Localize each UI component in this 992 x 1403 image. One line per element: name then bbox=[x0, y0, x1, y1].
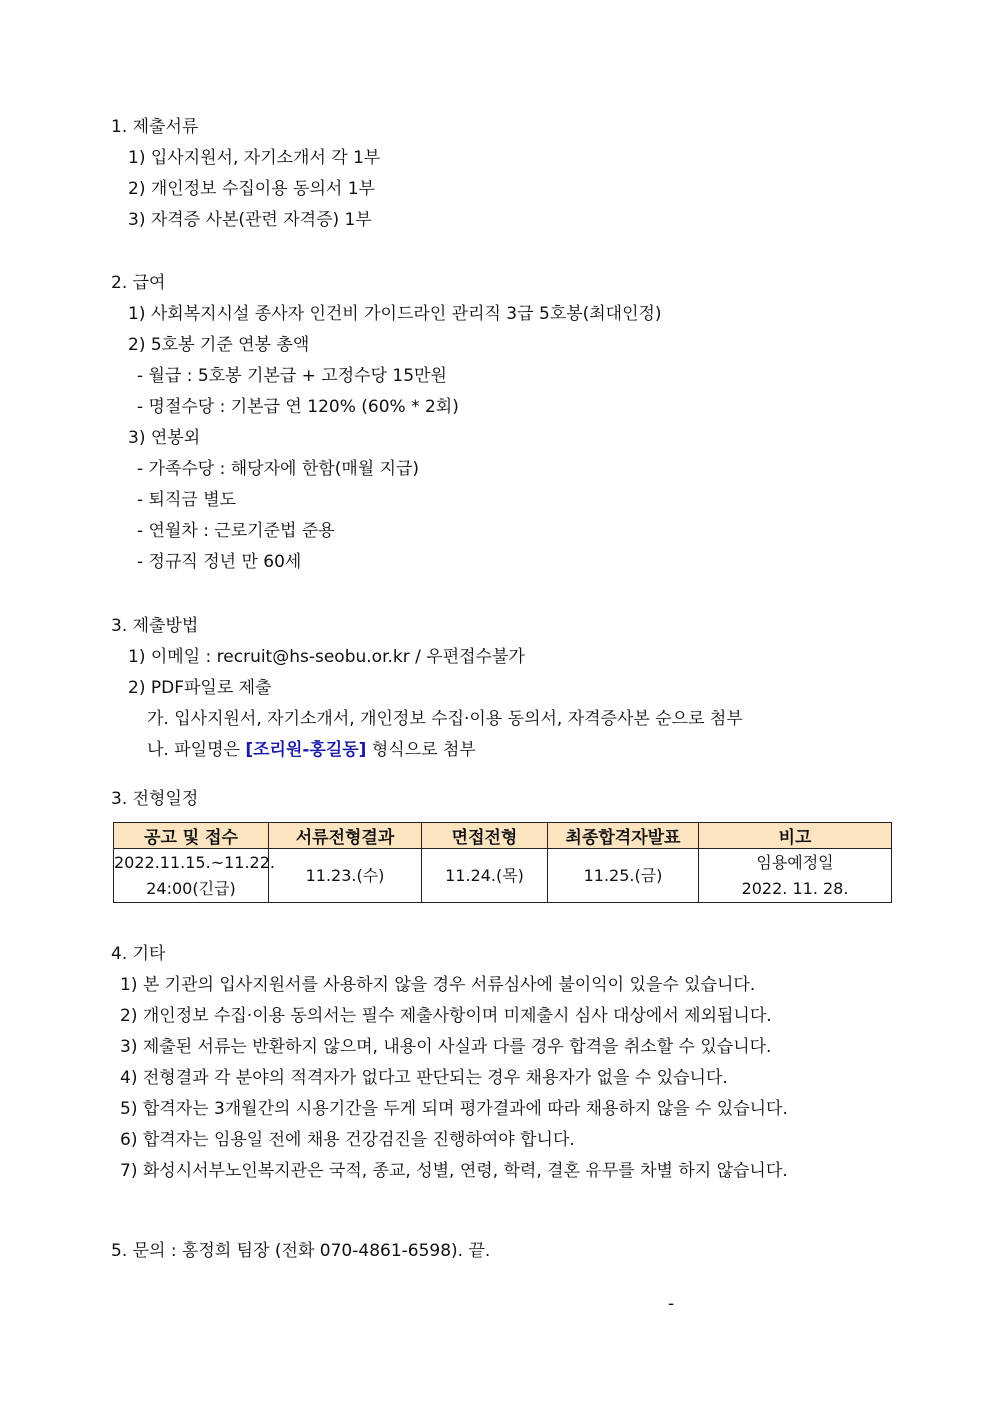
sub-item: 가. 입사지원서, 자기소개서, 개인정보 수집·이용 동의서, 자격증사본 순으로 첨부 bbox=[147, 709, 743, 729]
list-item: 6) 합격자는 임용일 전에 채용 건강검진을 진행하여야 합니다. bbox=[120, 1130, 575, 1150]
page-footer-mark: - bbox=[668, 1294, 675, 1314]
list-item: 1) 입사지원서, 자기소개서 각 1부 bbox=[128, 148, 381, 168]
sub-item-suffix: 형식으로 첨부 bbox=[366, 740, 476, 760]
list-item: 1) 사회복지시설 종사자 인건비 가이드라인 관리직 3급 5호봉(최대인정) bbox=[128, 304, 662, 324]
list-item: 2) 5호봉 기준 연봉 총액 bbox=[128, 335, 310, 355]
list-item: 2) 개인정보 수집·이용 동의서는 필수 제출사항이며 미제출시 심사 대상에서 제외됩니다. bbox=[120, 1006, 772, 1026]
list-item: 7) 화성시서부노인복지관은 국적, 종교, 성별, 연령, 학력, 결혼 유무를 차별 하지 않습니다. bbox=[120, 1161, 788, 1181]
table-cell: 11.25.(금) bbox=[548, 849, 699, 903]
table-header-row bbox=[114, 823, 892, 849]
list-item: 2) 개인정보 수집이용 동의서 1부 bbox=[128, 179, 375, 199]
sub-item: - 연월차 : 근로기준법 준용 bbox=[137, 521, 335, 541]
sub-item: - 월급 : 5호봉 기본급 + 고정수당 15만원 bbox=[137, 366, 447, 386]
sub-item-prefix: 나. 파일명은 bbox=[147, 740, 246, 760]
sub-item-filename bbox=[147, 740, 476, 760]
section-2-title: 2. 급여 bbox=[111, 273, 166, 293]
filename-format-highlight: [조리원-홍길동] bbox=[245, 740, 367, 760]
column-header: 면접전형 bbox=[422, 823, 548, 849]
list-item: 3) 연봉외 bbox=[128, 428, 201, 448]
list-item: 3) 제출된 서류는 반환하지 않으며, 내용이 사실과 다를 경우 합격을 취소할 수 있습니다. bbox=[120, 1037, 772, 1057]
table-cell: 11.24.(목) bbox=[422, 849, 548, 903]
list-item: 1) 본 기관의 입사지원서를 사용하지 않을 경우 서류심사에 불이익이 있을수 있습니다. bbox=[120, 975, 756, 995]
section-3-title: 3. 제출방법 bbox=[111, 616, 199, 636]
sub-item: - 정규직 정년 만 60세 bbox=[137, 552, 302, 572]
list-item: 1) 이메일 : recruit@hs-seobu.or.kr / 우편접수불가 bbox=[128, 647, 525, 667]
column-header: 서류전형결과 bbox=[269, 823, 422, 849]
cell-line: 임용예정일 bbox=[756, 852, 834, 872]
section-1-title: 1. 제출서류 bbox=[111, 117, 199, 137]
schedule-table bbox=[113, 822, 892, 903]
table-cell: 11.23.(수) bbox=[269, 849, 422, 903]
list-item: 3) 자격증 사본(관련 자격증) 1부 bbox=[128, 210, 372, 230]
list-item: 4) 전형결과 각 분야의 적격자가 없다고 판단되는 경우 채용자가 없을 수 있습니다. bbox=[120, 1068, 728, 1088]
column-header: 공고 및 접수 bbox=[114, 823, 269, 849]
table-cell bbox=[114, 849, 275, 903]
table-cell bbox=[699, 849, 892, 903]
cell-line: 2022.11.15.~11.22. bbox=[114, 852, 275, 872]
sub-item: - 명절수당 : 기본급 연 120% (60% * 2회) bbox=[137, 397, 459, 417]
contact-line: 5. 문의 : 홍정희 팀장 (전화 070-4861-6598). 끝. bbox=[111, 1241, 491, 1261]
sub-item: - 가족수당 : 해당자에 한함(매월 지급) bbox=[137, 459, 420, 479]
column-header: 최종합격자발표 bbox=[548, 823, 699, 849]
list-item: 5) 합격자는 3개월간의 시용기간을 두게 되며 평가결과에 따라 채용하지 않을 수 있습니다. bbox=[120, 1099, 788, 1119]
section-4-title: 4. 기타 bbox=[111, 944, 166, 964]
table-row bbox=[114, 849, 892, 903]
sub-item: - 퇴직금 별도 bbox=[137, 490, 237, 510]
cell-line: 24:00(긴급) bbox=[146, 878, 236, 898]
column-header: 비고 bbox=[699, 823, 892, 849]
list-item: 2) PDF파일로 제출 bbox=[128, 678, 272, 698]
schedule-title: 3. 전형일정 bbox=[111, 789, 199, 809]
cell-line: 2022. 11. 28. bbox=[741, 878, 849, 898]
